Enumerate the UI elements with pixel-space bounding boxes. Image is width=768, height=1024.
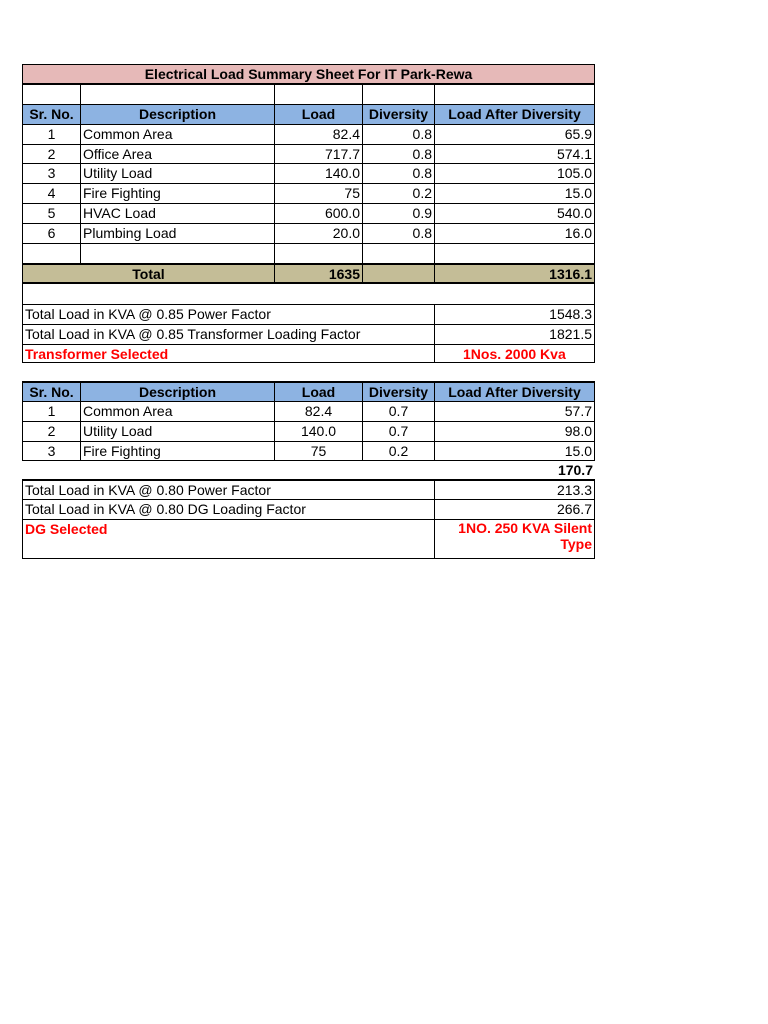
cell-diversity: 0.8 xyxy=(362,163,434,183)
cell-sr: 1 xyxy=(22,124,80,144)
table-row xyxy=(22,163,595,183)
table2-header xyxy=(22,381,595,401)
transformer-selected-label: Transformer Selected xyxy=(22,344,434,363)
cell-sr: 6 xyxy=(22,223,80,243)
total-label: Total xyxy=(22,265,274,282)
summary-row xyxy=(22,499,595,519)
dg-selected-value-line1: 1NO. 250 KVA Silent xyxy=(458,519,592,536)
cell-diversity: 0.7 xyxy=(362,421,434,441)
dg-selected-row xyxy=(22,519,595,559)
header-load-after-diversity: Load After Diversity xyxy=(434,382,595,401)
cell-diversity: 0.9 xyxy=(362,203,434,223)
cell-description: Common Area xyxy=(80,124,274,144)
cell-load: 75 xyxy=(274,441,362,460)
cell-description: HVAC Load xyxy=(80,203,274,223)
blank-row xyxy=(22,243,595,263)
title-row xyxy=(22,64,595,84)
cell-sr: 5 xyxy=(22,203,80,223)
header-description: Description xyxy=(80,104,274,124)
transformer-selected-value: 1Nos. 2000 Kva xyxy=(434,344,595,363)
cell-load-after-diversity: 105.0 xyxy=(434,163,595,183)
header-sr: Sr. No. xyxy=(22,104,80,124)
total-load-after-diversity: 1316.1 xyxy=(434,265,595,282)
cell-sr: 1 xyxy=(22,401,80,421)
cell-load: 717.7 xyxy=(274,144,362,164)
cell-description: Utility Load xyxy=(80,163,274,183)
table-row xyxy=(22,401,595,421)
table-row xyxy=(22,124,595,144)
summary-row xyxy=(22,324,595,344)
cell-description: Plumbing Load xyxy=(80,223,274,243)
cell-load-after-diversity: 57.7 xyxy=(434,401,595,421)
sheet-title: Electrical Load Summary Sheet For IT Park-Rewa xyxy=(22,64,595,84)
table-row xyxy=(22,203,595,223)
summary-row xyxy=(22,479,595,499)
header-diversity: Diversity xyxy=(362,382,434,401)
cell-diversity: 0.8 xyxy=(362,223,434,243)
summary-label: Total Load in KVA @ 0.85 Power Factor xyxy=(22,304,434,324)
table-row xyxy=(22,441,595,461)
table-row xyxy=(22,144,595,164)
summary-row xyxy=(22,304,595,324)
dg-selected-label: DG Selected xyxy=(22,519,434,558)
cell-description: Common Area xyxy=(80,401,274,421)
header-load: Load xyxy=(274,382,362,401)
cell-load-after-diversity: 65.9 xyxy=(434,124,595,144)
summary-value: 266.7 xyxy=(434,499,595,519)
header-load: Load xyxy=(274,104,362,124)
cell-description: Utility Load xyxy=(80,421,274,441)
cell-diversity: 0.8 xyxy=(362,124,434,144)
header-sr: Sr. No. xyxy=(22,382,80,401)
cell-load-after-diversity: 15.0 xyxy=(434,441,595,460)
cell-load: 75 xyxy=(274,183,362,203)
cell-load-after-diversity: 540.0 xyxy=(434,203,595,223)
header-diversity: Diversity xyxy=(362,104,434,124)
cell-load-after-diversity: 574.1 xyxy=(434,144,595,164)
cell-diversity: 0.7 xyxy=(362,401,434,421)
subtotal-row xyxy=(22,461,595,479)
cell-diversity: 0.8 xyxy=(362,144,434,164)
table1-header xyxy=(22,104,595,124)
dg-selected-value-line2: Type xyxy=(560,535,592,552)
transformer-selected-row xyxy=(22,344,595,364)
cell-sr: 2 xyxy=(22,421,80,441)
cell-diversity: 0.2 xyxy=(362,183,434,203)
cell-sr: 2 xyxy=(22,144,80,164)
cell-load: 140.0 xyxy=(274,421,362,441)
blank-row xyxy=(22,84,595,104)
cell-load-after-diversity: 98.0 xyxy=(434,421,595,441)
summary-value: 1548.3 xyxy=(434,304,595,324)
load-summary-sheet xyxy=(22,64,595,559)
cell-load: 600.0 xyxy=(274,203,362,223)
header-description: Description xyxy=(80,382,274,401)
cell-load: 20.0 xyxy=(274,223,362,243)
blank-row xyxy=(22,284,595,304)
cell-load: 140.0 xyxy=(274,163,362,183)
summary-label: Total Load in KVA @ 0.80 Power Factor xyxy=(22,480,434,499)
cell-description: Office Area xyxy=(80,144,274,164)
cell-sr: 3 xyxy=(22,441,80,460)
cell-load: 82.4 xyxy=(274,401,362,421)
summary-label: Total Load in KVA @ 0.85 Transformer Loading Factor xyxy=(22,324,434,344)
cell-sr: 3 xyxy=(22,163,80,183)
table-row xyxy=(22,223,595,243)
cell-description: Fire Fighting xyxy=(80,441,274,460)
cell-diversity: 0.2 xyxy=(362,441,434,460)
header-load-after-diversity: Load After Diversity xyxy=(434,104,595,124)
table-row xyxy=(22,183,595,203)
dg-selected-value xyxy=(434,519,595,558)
total-row xyxy=(22,263,595,284)
total-load: 1635 xyxy=(274,265,362,282)
cell-description: Fire Fighting xyxy=(80,183,274,203)
cell-load: 82.4 xyxy=(274,124,362,144)
summary-label: Total Load in KVA @ 0.80 DG Loading Factor xyxy=(22,499,434,519)
summary-value: 213.3 xyxy=(434,480,595,499)
cell-load-after-diversity: 15.0 xyxy=(434,183,595,203)
summary-value: 1821.5 xyxy=(434,324,595,344)
table-row xyxy=(22,421,595,441)
subtotal-value: 170.7 xyxy=(557,462,593,479)
cell-sr: 4 xyxy=(22,183,80,203)
cell-load-after-diversity: 16.0 xyxy=(434,223,595,243)
